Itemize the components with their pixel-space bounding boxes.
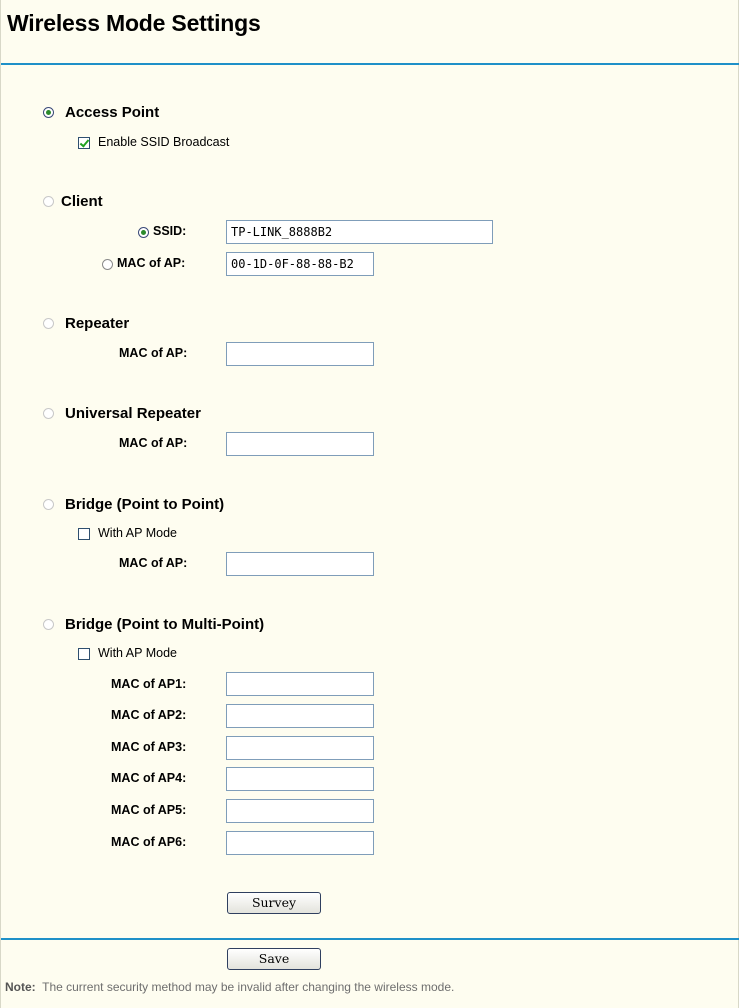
repeater-mac-input[interactable] (226, 342, 374, 366)
bridge-p2mp-mac-label: MAC of AP2: (111, 708, 187, 722)
client-mac-label: MAC of AP: (117, 256, 186, 270)
bridge-p2mp-mac-label: MAC of AP6: (111, 835, 187, 849)
save-button[interactable]: Save (227, 948, 321, 970)
top-divider (1, 63, 739, 65)
note (5, 980, 454, 994)
bridge-p2p-radio[interactable] (43, 499, 54, 510)
universal-repeater-label: Universal Repeater (65, 405, 201, 422)
enable-ssid-broadcast-checkbox[interactable] (78, 137, 90, 149)
bottom-divider (1, 938, 739, 940)
bridge-p2mp-ap-mode-checkbox[interactable] (78, 648, 90, 660)
bridge-p2mp-mac-input-1[interactable] (226, 672, 374, 696)
bridge-p2mp-mac-input-5[interactable] (226, 799, 374, 823)
bridge-p2mp-mac-input-6[interactable] (226, 831, 374, 855)
access-point-label: Access Point (65, 104, 160, 121)
access-point-radio[interactable] (43, 107, 54, 118)
bridge-p2p-mac-input[interactable] (226, 552, 374, 576)
client-radio[interactable] (43, 196, 54, 207)
client-ssid-label: SSID: (153, 224, 187, 238)
client-ssid-input[interactable]: TP-LINK_8888B2 (226, 220, 493, 244)
bridge-p2mp-radio[interactable] (43, 619, 54, 630)
bridge-p2mp-mac-label: MAC of AP1: (111, 677, 187, 691)
bridge-p2mp-mac-label: MAC of AP4: (111, 771, 187, 785)
bridge-p2mp-mac-label: MAC of AP5: (111, 803, 187, 817)
repeater-radio[interactable] (43, 318, 54, 329)
client-label: Client (61, 193, 103, 210)
universal-repeater-radio[interactable] (43, 408, 54, 419)
bridge-p2mp-ap-mode-label: With AP Mode (98, 646, 177, 660)
client-ssid-radio[interactable] (138, 227, 149, 238)
survey-button[interactable]: Survey (227, 892, 321, 914)
bridge-p2mp-mac-input-2[interactable] (226, 704, 374, 728)
bridge-p2p-label: Bridge (Point to Point) (65, 496, 225, 513)
client-mac-input[interactable]: 00-1D-0F-88-88-B2 (226, 252, 374, 276)
bridge-p2p-ap-mode-label: With AP Mode (98, 526, 177, 540)
repeater-mac-label: MAC of AP: (119, 346, 188, 360)
bridge-p2mp-mac-input-3[interactable] (226, 736, 374, 760)
bridge-p2mp-mac-input-4[interactable] (226, 767, 374, 791)
page-title: Wireless Mode Settings (7, 10, 261, 36)
universal-repeater-mac-label: MAC of AP: (119, 436, 188, 450)
note-prefix: Note: (5, 980, 36, 994)
bridge-p2p-mac-label: MAC of AP: (119, 556, 188, 570)
client-mac-radio[interactable] (102, 259, 113, 270)
repeater-label: Repeater (65, 315, 130, 332)
bridge-p2mp-mac-label: MAC of AP3: (111, 740, 187, 754)
universal-repeater-mac-input[interactable] (226, 432, 374, 456)
note-text: The current security method may be invalid after changing the wireless mode. (42, 980, 455, 994)
bridge-p2p-ap-mode-checkbox[interactable] (78, 528, 90, 540)
enable-ssid-broadcast-label: Enable SSID Broadcast (98, 135, 230, 149)
bridge-p2mp-label: Bridge (Point to Multi-Point) (65, 616, 265, 633)
